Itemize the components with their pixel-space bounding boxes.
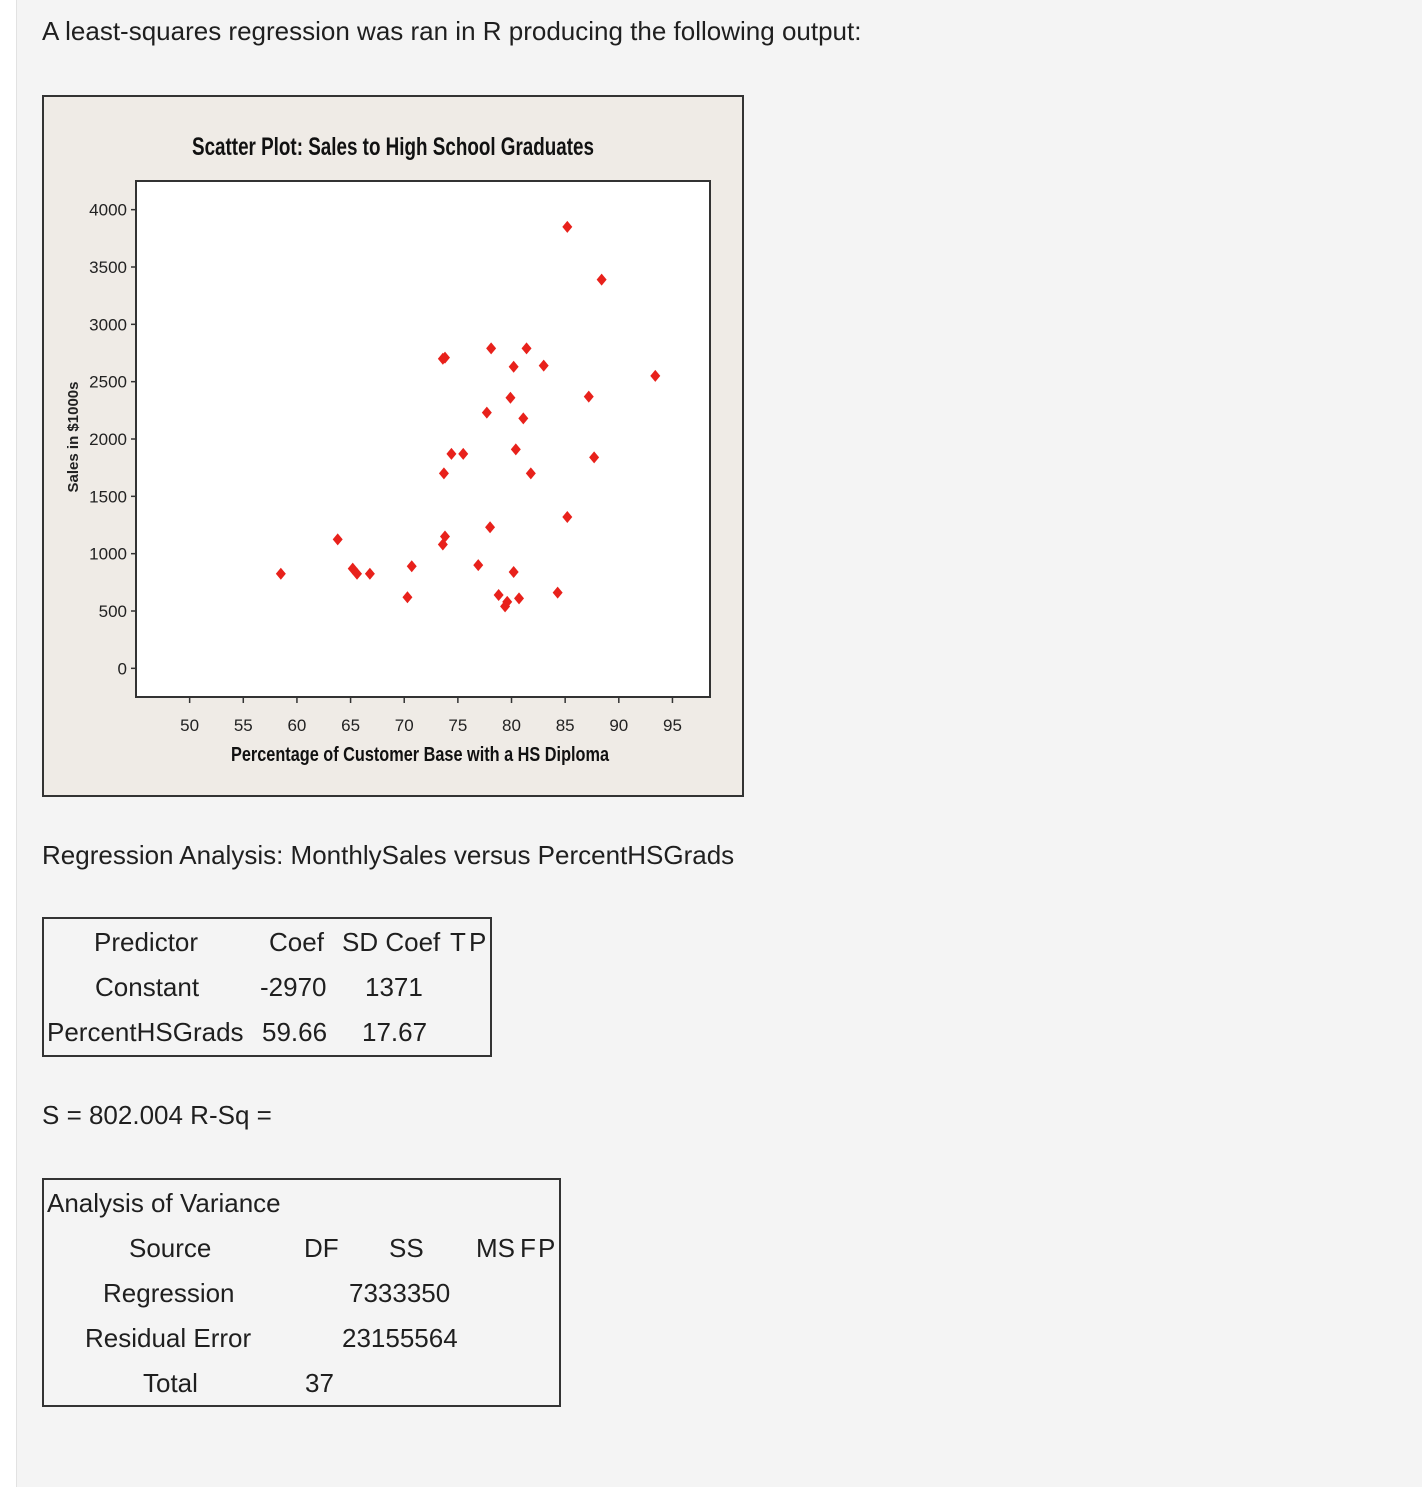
chart-title: Scatter Plot: Sales to High School Graduates xyxy=(192,133,594,161)
x-tick-label: 85 xyxy=(555,716,575,735)
y-tick-label: 4000 xyxy=(89,200,127,220)
x-axis-ticks xyxy=(180,697,682,735)
header-predictor: Predictor xyxy=(94,927,199,957)
header-coef: Coef xyxy=(269,927,324,957)
anova-title: Analysis of Variance xyxy=(47,1188,281,1218)
y-tick-label: 1000 xyxy=(89,544,127,564)
row-percenthsgrads-sd-coef: 17.67 xyxy=(362,1017,428,1047)
y-tick-label: 2500 xyxy=(89,372,127,392)
y-tick-label: 500 xyxy=(98,602,127,621)
y-axis-label: Sales in $1000s xyxy=(65,381,82,493)
anova-row-residual-source: Residual Error xyxy=(85,1323,252,1353)
anova-table xyxy=(42,1178,561,1407)
anova-header-p: P xyxy=(538,1233,556,1263)
plot-area xyxy=(136,181,710,697)
y-tick-label: 3000 xyxy=(89,315,127,335)
header-p: P xyxy=(469,927,487,957)
row-constant-sd-coef: 1371 xyxy=(365,972,423,1002)
anova-header-source: Source xyxy=(129,1233,212,1263)
anova-header-df: DF xyxy=(304,1233,339,1263)
anova-row-total-df: 37 xyxy=(305,1368,334,1398)
x-tick-label: 90 xyxy=(609,716,629,735)
y-tick-label: 3500 xyxy=(89,258,127,277)
y-axis-ticks xyxy=(89,201,136,679)
anova-header-ms: MS xyxy=(476,1233,515,1263)
row-constant-coef: -2970 xyxy=(260,972,327,1002)
row-percenthsgrads-coef: 59.66 xyxy=(262,1017,328,1047)
header-sd-coef: SD Coef xyxy=(342,927,441,957)
row-constant-predictor: Constant xyxy=(95,972,200,1002)
x-tick-label: 75 xyxy=(448,716,468,735)
coefficient-table xyxy=(42,917,492,1057)
regression-title: Regression Analysis: MonthlySales versus PercentHSGrads xyxy=(42,840,735,870)
anova-row-regression-source: Regression xyxy=(103,1278,235,1308)
anova-row-residual-ss: 23155564 xyxy=(342,1323,458,1353)
anova-header-f: F xyxy=(520,1233,536,1263)
row-percenthsgrads-predictor: PercentHSGrads xyxy=(47,1017,244,1047)
scatter-chart xyxy=(42,95,744,797)
s-rsq-line: S = 802.004 R-Sq = xyxy=(42,1100,272,1130)
y-tick-label: 0 xyxy=(117,659,127,679)
x-tick-label: 70 xyxy=(394,716,414,735)
x-tick-label: 50 xyxy=(180,716,200,735)
x-tick-label: 80 xyxy=(502,716,521,735)
anova-header-ss: SS xyxy=(389,1233,424,1263)
scatter-chart-svg xyxy=(44,97,742,795)
x-tick-label: 55 xyxy=(233,716,253,735)
anova-row-regression-ss: 7333350 xyxy=(349,1278,451,1308)
y-tick-label: 2000 xyxy=(89,430,127,449)
x-axis-label: Percentage of Customer Base with a HS Diploma xyxy=(231,744,610,766)
anova-row-total-source: Total xyxy=(143,1368,198,1398)
x-tick-label: 95 xyxy=(662,716,682,735)
intro-text: A least-squares regression was ran in R producing the following output: xyxy=(42,16,862,46)
x-tick-label: 65 xyxy=(341,716,361,735)
y-tick-label: 1500 xyxy=(89,487,127,507)
header-t: T xyxy=(450,927,466,957)
x-tick-label: 60 xyxy=(287,716,307,735)
